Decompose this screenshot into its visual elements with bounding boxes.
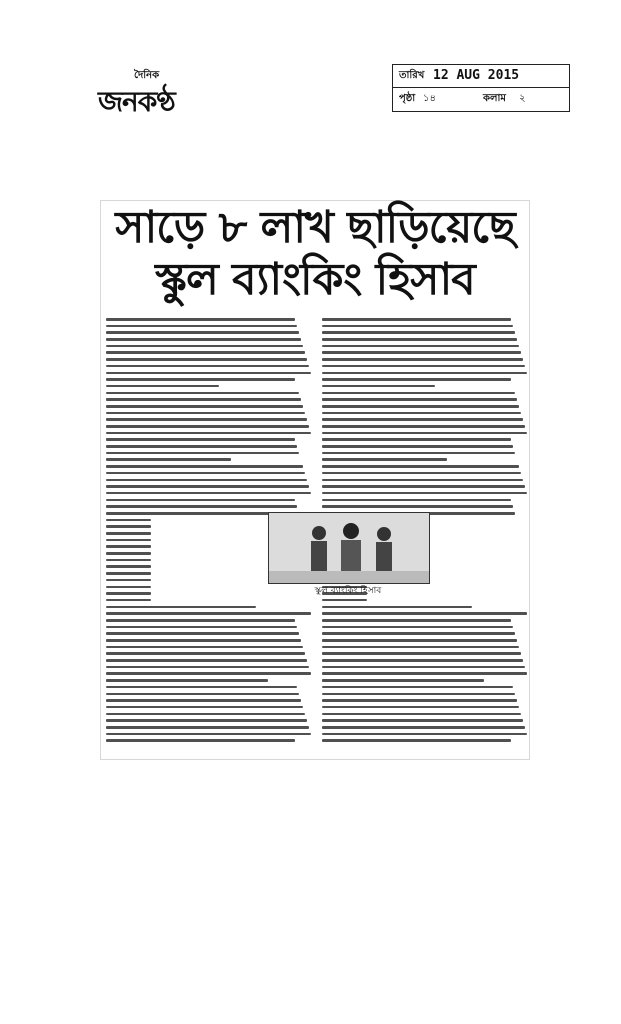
body-text-line xyxy=(106,659,307,662)
body-text-line xyxy=(322,706,519,709)
body-text-line xyxy=(322,345,519,348)
stamp-date-value: 12 AUG 2015 xyxy=(433,68,520,83)
body-text-line xyxy=(322,719,523,722)
body-text-line xyxy=(106,351,305,354)
body-text-line xyxy=(322,458,447,461)
body-text-line xyxy=(322,612,527,615)
body-text-line xyxy=(106,693,299,696)
body-text-line xyxy=(322,639,517,642)
body-text-line xyxy=(322,405,519,408)
body-text-line xyxy=(322,679,484,682)
body-text-line xyxy=(322,398,517,401)
body-text-line xyxy=(106,358,307,361)
body-text-line xyxy=(106,572,151,575)
body-text-line xyxy=(106,666,309,669)
body-text-line xyxy=(322,693,515,696)
body-text-line xyxy=(106,331,299,334)
body-text-line xyxy=(106,485,309,488)
body-text-line xyxy=(106,532,151,535)
body-text-line xyxy=(322,438,511,441)
body-text-line xyxy=(106,579,151,582)
body-text-line xyxy=(106,499,295,502)
body-text-line xyxy=(106,458,231,461)
body-text-line xyxy=(322,659,523,662)
stamp-page-row xyxy=(393,88,569,110)
body-text-line xyxy=(106,412,305,415)
body-text-line xyxy=(106,318,295,321)
photo-caption: স্কুল ব্যাংকিং হিসাব xyxy=(314,586,382,596)
body-text-line xyxy=(322,739,511,742)
body-text-line xyxy=(322,666,525,669)
body-text-line xyxy=(106,325,297,328)
body-text-line xyxy=(106,612,311,615)
masthead-daily-label: দৈনিক xyxy=(134,70,160,81)
body-text-line xyxy=(106,565,151,568)
body-text-line xyxy=(106,639,301,642)
body-text-line xyxy=(106,606,256,609)
body-text-line xyxy=(106,726,309,729)
masthead-title: জনকণ্ঠ xyxy=(98,85,175,118)
body-text-line xyxy=(322,372,527,375)
stamp-column-label: কলাম xyxy=(483,93,506,104)
body-text-line xyxy=(106,345,303,348)
stamp-page-value: ১৪ xyxy=(423,93,436,104)
body-text-line xyxy=(106,699,301,702)
body-text-line xyxy=(106,592,151,595)
body-text-line xyxy=(322,331,515,334)
body-text-line xyxy=(106,525,151,528)
body-text-line xyxy=(106,365,309,368)
body-text-line xyxy=(106,405,303,408)
body-text-line xyxy=(322,418,523,421)
body-text-line xyxy=(322,626,513,629)
body-text-line xyxy=(106,338,301,341)
stamp-date-label: তারিখ xyxy=(399,70,425,81)
body-text-line xyxy=(322,499,511,502)
body-text-line xyxy=(322,392,515,395)
photo-illustration xyxy=(269,513,429,583)
body-text-line xyxy=(106,472,305,475)
body-text-line xyxy=(322,445,513,448)
body-text-line xyxy=(106,686,297,689)
body-text-line xyxy=(322,452,515,455)
body-text-line xyxy=(106,492,311,495)
stamp-date-row xyxy=(393,65,569,88)
body-text-line xyxy=(322,412,521,415)
body-text-line xyxy=(322,619,511,622)
body-text-line xyxy=(322,425,525,428)
headline-line-1: সাড়ে ৮ লাখ ছাড়িয়েছে xyxy=(115,202,515,253)
body-text-line xyxy=(106,432,311,435)
body-text-line xyxy=(322,492,527,495)
newspaper-masthead xyxy=(98,68,218,118)
body-text-line xyxy=(106,479,307,482)
body-text-line xyxy=(322,465,519,468)
body-text-line xyxy=(322,378,511,381)
body-text-line xyxy=(106,632,299,635)
body-text-line xyxy=(106,445,297,448)
stamp-column-value: ২ xyxy=(519,93,526,104)
article-photo xyxy=(268,512,430,584)
body-text-line xyxy=(322,318,511,321)
body-text-line xyxy=(322,646,519,649)
body-text-line xyxy=(322,351,521,354)
body-text-line xyxy=(106,398,301,401)
newspaper-clipping xyxy=(100,200,530,760)
body-text-line xyxy=(106,733,311,736)
body-text-line xyxy=(106,559,151,562)
body-text-line xyxy=(322,358,523,361)
body-text-line xyxy=(322,672,527,675)
body-text-line xyxy=(322,726,525,729)
body-text-line xyxy=(106,706,303,709)
body-text-line xyxy=(106,586,151,589)
body-text-line xyxy=(106,505,297,508)
body-text-line xyxy=(322,652,521,655)
body-text-line xyxy=(322,479,523,482)
body-text-line xyxy=(106,739,295,742)
body-text-line xyxy=(322,599,367,602)
body-text-line xyxy=(106,539,151,542)
body-text-line xyxy=(106,519,151,522)
body-text-line xyxy=(322,686,513,689)
stamp-page-label: পৃষ্ঠা xyxy=(399,93,416,104)
body-text-line xyxy=(322,472,521,475)
body-text-line xyxy=(106,619,295,622)
body-text-line xyxy=(106,713,305,716)
body-text-line xyxy=(106,552,151,555)
body-text-line xyxy=(106,626,297,629)
body-text-line xyxy=(322,432,527,435)
body-text-line xyxy=(106,652,305,655)
body-text-line xyxy=(106,378,295,381)
body-text-line xyxy=(322,338,517,341)
clipping-stamp xyxy=(392,64,570,112)
body-text-line xyxy=(106,452,299,455)
body-text-line xyxy=(322,365,525,368)
body-text-line xyxy=(322,733,527,736)
body-text-line xyxy=(106,425,309,428)
body-text-line xyxy=(106,392,299,395)
headline-line-2: স্কুল ব্যাংকিং হিসাব xyxy=(155,254,475,305)
body-text-line xyxy=(322,713,521,716)
body-text-line xyxy=(322,505,513,508)
body-text-line xyxy=(322,632,515,635)
body-text-line xyxy=(106,599,151,602)
body-text-line xyxy=(106,679,268,682)
body-text-line xyxy=(322,485,525,488)
body-text-line xyxy=(322,385,435,388)
body-text-line xyxy=(322,325,513,328)
body-text-line xyxy=(106,385,219,388)
body-text-line xyxy=(106,672,311,675)
body-text-line xyxy=(322,699,517,702)
body-text-line xyxy=(106,465,303,468)
body-text-line xyxy=(106,646,303,649)
body-text-line xyxy=(106,438,295,441)
body-text-line xyxy=(322,606,472,609)
body-text-line xyxy=(106,719,307,722)
body-text-line xyxy=(106,545,151,548)
body-text-line xyxy=(106,418,307,421)
body-text-line xyxy=(106,372,311,375)
